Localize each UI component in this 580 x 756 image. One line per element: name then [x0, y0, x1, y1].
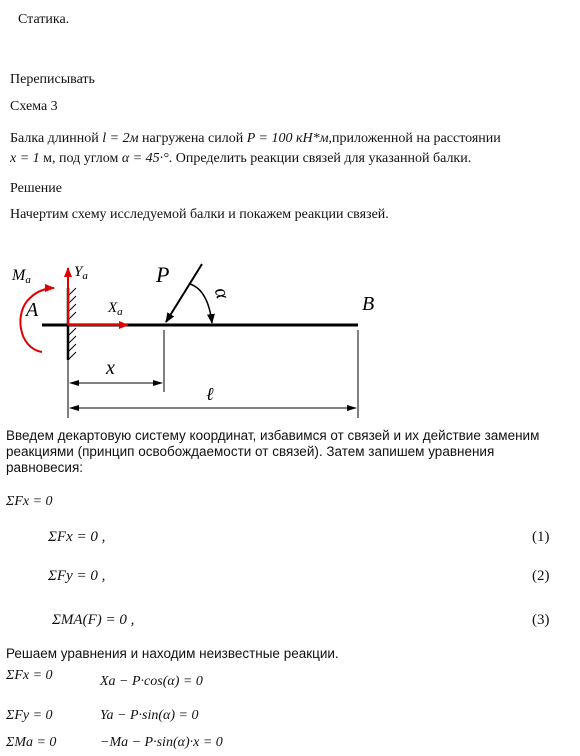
page-title: Статика.: [18, 12, 70, 27]
equation-number: (2): [532, 568, 550, 584]
result-formula: −Ma − P·sin(α)·x = 0: [100, 735, 223, 750]
distance-expression: x = 1: [10, 151, 40, 166]
rewrite-note: Переписывать: [10, 72, 95, 87]
label-x: x: [106, 357, 115, 379]
problem-text: Балка длинной: [10, 131, 103, 146]
label-ya: $Y_a$: [74, 264, 88, 282]
equation-number: (3): [532, 612, 550, 628]
label-a: A: [26, 299, 39, 321]
problem-line-1: [10, 131, 501, 147]
label-p: P: [156, 262, 170, 287]
result-formula: Xa − P·cos(α) = 0: [100, 674, 203, 689]
sum-fx-label: ΣFx = 0: [6, 494, 53, 509]
solve-line: Решаем уравнения и находим неизвестные реакции.: [6, 646, 339, 661]
force-p-arrow: [166, 264, 202, 322]
problem-text: ,приложенной на расстоянии: [328, 131, 501, 146]
force-expression: P = 100 кН*м: [246, 131, 329, 146]
solution-heading: Решение: [10, 181, 63, 196]
equation-1: ΣFx = 0 ,: [48, 529, 106, 545]
angle-expression: α = 45·°: [121, 151, 169, 166]
scheme-label: Схема 3: [10, 99, 58, 114]
equation-2: ΣFy = 0 ,: [48, 568, 106, 584]
label-l: ℓ: [206, 384, 214, 404]
label-xa: $X_a$: [108, 300, 123, 318]
problem-text: нагружена силой: [138, 131, 247, 146]
equation-number: (1): [532, 529, 550, 545]
label-alpha: α: [209, 285, 234, 302]
problem-line-2: [10, 151, 471, 167]
result-label: ΣMa = 0: [6, 735, 57, 750]
length-expression: l = 2м: [102, 131, 139, 146]
text-line: равновесия:: [6, 460, 84, 475]
result-formula: Ya − P·sin(α) = 0: [100, 708, 199, 723]
text-line: Введем декартовую систему координат, избавимся от связей и их действие заменим: [6, 428, 540, 443]
beam-diagram: [0, 250, 400, 425]
solution-intro: Начертим схему исследуемой балки и покажем реакции связей.: [10, 207, 389, 222]
label-b: B: [362, 293, 375, 315]
result-label: ΣFx = 0: [6, 668, 53, 683]
text-line: реакциями (принцип освобождаемости от связей). Затем запишем уравнения: [6, 444, 495, 459]
angle-arc: [190, 284, 212, 323]
result-label: ΣFy = 0: [6, 708, 53, 723]
problem-text: . Определить реакции связей для указанной балки.: [168, 151, 472, 166]
label-ma: Ma: [12, 267, 31, 286]
problem-text: м, под углом: [39, 151, 122, 166]
equation-3: ΣMA(F) = 0 ,: [52, 612, 135, 628]
